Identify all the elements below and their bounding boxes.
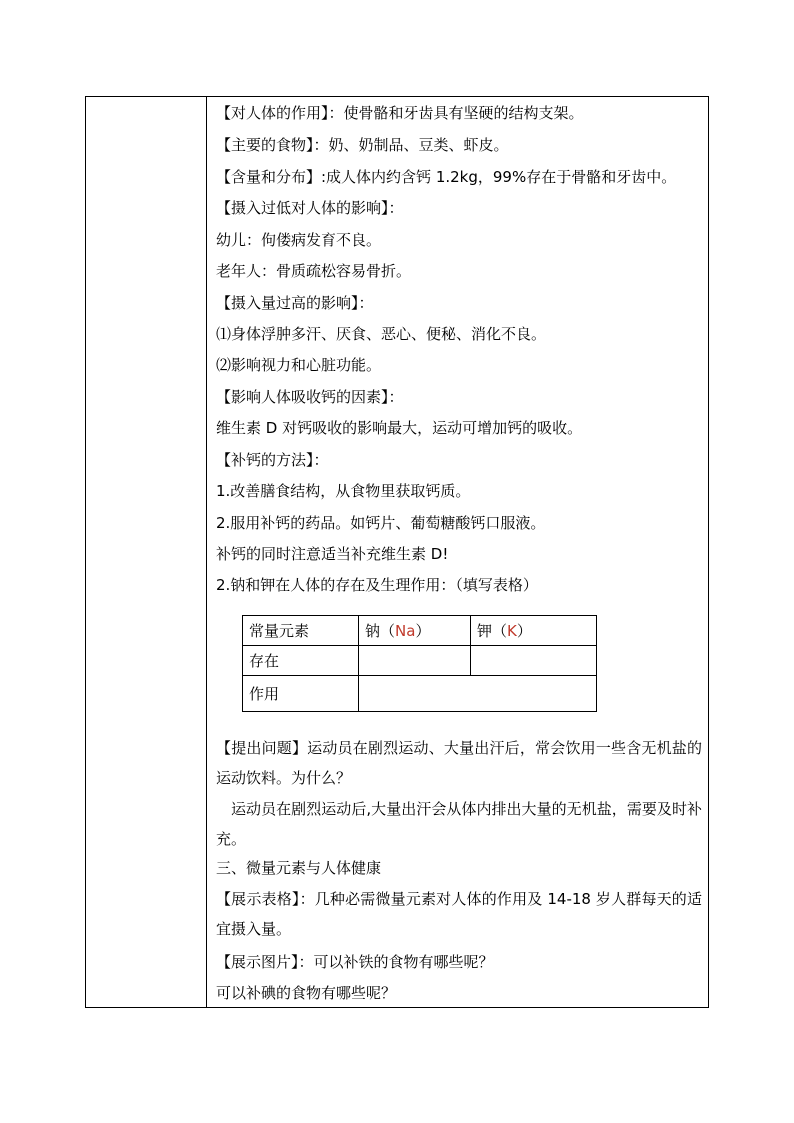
text-line: 维生素 D 对钙吸收的影响最大，运动可增加钙的吸收。 [216,419,583,437]
cell-label: ） [415,622,431,640]
table-row [243,646,597,676]
text-line: 1.改善膳食结构，从食物里获取钙质。 [216,482,471,500]
text-line: 【含量和分布】:成人体内约含钙 1.2kg，99%存在于骨骼和牙齿中。 [216,168,677,186]
text-line: 补钙的同时注意适当补充维生素 D! [216,545,449,563]
left-column-cell [86,97,207,1007]
text-line: 2.服用补钙的药品。如钙片、葡萄糖酸钙口服液。 [216,514,546,532]
row-label: 作用 [243,676,359,712]
header-cell: 常量元素 [243,616,359,646]
text-line: 可以补碘的食物有哪些呢？ [216,984,397,1002]
text-line: ⑵影响视力和心脏功能。 [216,356,382,374]
text-line: 【展示图片】：可以补铁的食物有哪些呢？ [216,953,494,971]
element-symbol: K [507,622,517,640]
text-line: 【影响人体吸收钙的因素】： [216,388,404,406]
cell-label: ） [516,622,532,640]
text-line: 【摄入量过高的影响】： [216,294,374,312]
lesson-table [85,96,709,1008]
text-line: 【摄入过低对人体的影响】： [216,199,404,217]
cell-label: 钾（ [477,622,508,640]
sodium-potassium-table [242,615,597,712]
question-paragraph: 【提出问题】运动员在剧烈运动、大量出汗后，常会饮用一些含无机盐的运动饮料。为什么？ [216,739,702,787]
element-symbol: Na [395,622,416,640]
section-heading: 三、微量元素与人体健康 [216,859,382,877]
text-line: 幼儿：佝偻病发育不良。 [216,231,382,249]
blank-cell[interactable] [471,646,597,676]
table-row [243,616,597,646]
blank-cell[interactable] [359,676,597,712]
text-line: ⑴身体浮肿多汗、厌食、恶心、便秘、消化不良。 [216,325,547,343]
blank-cell[interactable] [359,646,471,676]
answer-paragraph: 运动员在剧烈运动后,大量出汗会从体内排出大量的无机盐，需要及时补充。 [216,800,702,848]
text-paragraph: 【展示表格】：几种必需微量元素对人体的作用及 14-18 岁人群每天的适宜摄入量。 [216,890,702,938]
header-cell-potassium [471,616,597,646]
text-line: 【对人体的作用】：使骨骼和牙齿具有坚硬的结构支架。 [216,104,584,122]
text-line: 【补钙的方法】： [216,451,329,469]
text-line: 2.钠和钾在人体的存在及生理作用：（填写表格） [216,576,538,594]
table-row [243,676,597,712]
text-line: 老年人：骨质疏松容易骨折。 [216,262,412,280]
cell-label: 钠（ [365,622,396,640]
row-label: 存在 [243,646,359,676]
text-line: 【主要的食物】：奶、奶制品、豆类、虾皮。 [216,136,509,154]
header-cell-sodium [359,616,471,646]
